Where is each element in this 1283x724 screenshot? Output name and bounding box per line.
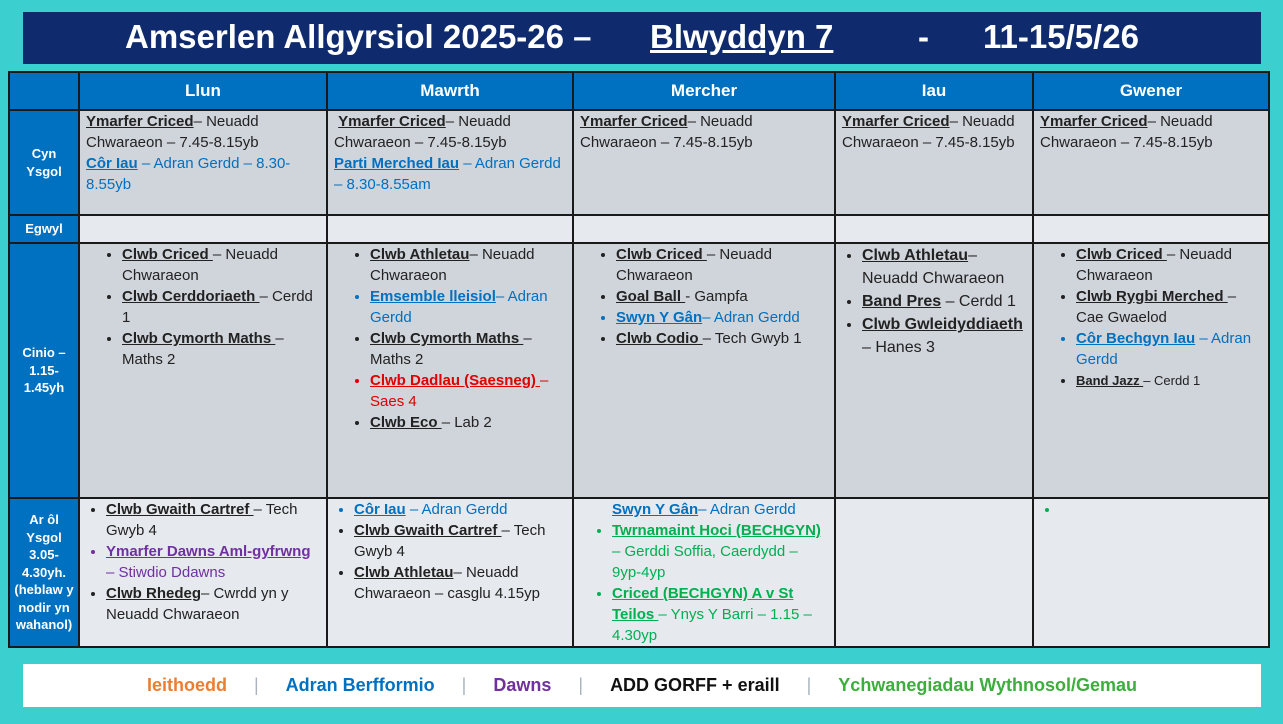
activity-detail: – Stiwdio Ddawns <box>106 564 226 581</box>
activity-title: Ymarfer Criced <box>1040 113 1148 130</box>
activity-title: Côr Iau <box>86 155 138 172</box>
activity-detail: – Neuadd Chwaraeon – 7.45-8.15yb <box>842 113 1015 151</box>
legend-pe: ADD GORFF + eraill <box>610 675 780 695</box>
activity-title: Clwb Codio <box>616 330 703 347</box>
cell-after-thu <box>835 498 1033 647</box>
list-item <box>1076 328 1264 370</box>
cell-after-fri <box>1033 498 1269 647</box>
cell-break-wed <box>573 215 835 243</box>
title-year: Blwyddyn 7 <box>650 18 834 55</box>
activity-title: Parti Merched Iau <box>334 155 460 172</box>
row-label-line: Ysgol <box>26 163 62 179</box>
list-item <box>370 286 568 328</box>
activity-title: Clwb Criced <box>616 246 707 263</box>
list-item <box>862 244 1028 290</box>
list-item <box>862 290 1028 313</box>
activity-title: Ymarfer Criced <box>86 113 194 130</box>
activity-list <box>1040 244 1264 391</box>
cell-after-wed <box>573 498 835 647</box>
cell-break-mon <box>79 215 327 243</box>
list-item <box>616 307 830 328</box>
row-label-line: 1.45yh <box>23 380 65 396</box>
activity-detail: – Neuadd Chwaraeon <box>122 246 278 284</box>
activity-title: Ymarfer Dawns Aml-gyfrwng <box>106 543 311 560</box>
activity-title: Clwb Athletau <box>862 247 969 264</box>
list-item <box>616 244 830 286</box>
list-item <box>616 328 830 349</box>
activity-list <box>334 244 568 433</box>
activity-list <box>334 499 568 604</box>
activity-detail: – Neuadd Chwaraeon – casglu 4.15yp <box>354 564 540 602</box>
list-item <box>616 286 830 307</box>
list-item <box>106 541 322 583</box>
row-before-school <box>9 110 1269 215</box>
row-lunch <box>9 243 1269 498</box>
cell-break-tue <box>327 215 573 243</box>
row-break <box>9 215 1269 243</box>
activity-detail: – Neuadd Chwaraeon <box>370 246 535 284</box>
activity-title: Clwb Eco <box>370 414 442 431</box>
activity-list <box>1040 499 1264 520</box>
activity <box>842 111 1028 153</box>
activity-title: Clwb Athletau <box>354 564 454 581</box>
cell-after-mon <box>79 498 327 647</box>
row-label-line: nodir yn <box>18 599 70 615</box>
timetable <box>8 71 1270 648</box>
activity-detail: – Tech Gwyb 4 <box>106 501 298 539</box>
list-item <box>122 244 322 286</box>
list-item <box>1076 286 1264 328</box>
activity <box>334 153 568 195</box>
activity-title: Clwb Gwleidyddiaeth <box>862 316 1023 333</box>
cell-before-wed <box>573 110 835 215</box>
legend-bar <box>23 664 1261 707</box>
activity-list <box>842 244 1028 359</box>
cell-break-fri <box>1033 215 1269 243</box>
activity-title: Côr Bechgyn Iau <box>1076 330 1196 347</box>
row-label-line: 3.05- <box>29 547 59 563</box>
activity-detail: – Neuadd Chwaraeon – 7.45-8.15yb <box>580 113 753 151</box>
activity-title: Swyn Y Gân <box>616 309 703 326</box>
row-label-line: Ar ôl <box>29 512 59 528</box>
activity-title: Clwb Dadlau (Saesneg) <box>370 372 541 389</box>
legend-separator: | <box>806 675 812 695</box>
legend-weekly: Ychwanegiadau Wythnosol/Gemau <box>838 675 1138 695</box>
activity-detail: – Cerdd 1 <box>122 288 313 326</box>
cell-lunch-wed <box>573 243 835 498</box>
activity-detail: – Cae Gwaelod <box>1076 288 1237 326</box>
activity-detail: – Gerddi Soffia, Caerdydd – 9yp-4yp <box>612 543 798 581</box>
cell-before-thu <box>835 110 1033 215</box>
activity-title: Clwb Cymorth Maths <box>370 330 524 347</box>
row-label-line: Ysgol <box>26 529 62 545</box>
activity-title: Clwb Cymorth Maths <box>122 330 276 347</box>
activity-detail: – Cwrdd yn y Neuadd Chwaraeon <box>106 585 289 623</box>
day-header-mon: Llun <box>79 72 327 110</box>
cell-before-tue <box>327 110 573 215</box>
activity-detail: – Saes 4 <box>370 372 549 410</box>
activity <box>86 111 322 153</box>
row-label-break: Egwyl <box>9 215 79 243</box>
activity-detail: – Maths 2 <box>370 330 532 368</box>
cell-lunch-fri <box>1033 243 1269 498</box>
list-item <box>1076 244 1264 286</box>
activity-detail: – Adran Gerdd <box>1076 330 1252 368</box>
legend-separator: | <box>578 675 584 695</box>
title-main: Amserlen Allgyrsiol 2025-26 – <box>125 18 592 55</box>
list-item <box>612 583 830 646</box>
list-item <box>370 328 568 370</box>
activity-title: Clwb Rygbi Merched <box>1076 288 1228 305</box>
legend-separator: | <box>253 675 259 695</box>
activity-title: Band Jazz <box>1076 373 1144 388</box>
activity-title: Ymarfer Criced <box>338 113 446 130</box>
header-corner <box>9 72 79 110</box>
activity-list <box>86 244 322 370</box>
activity-detail: – Adran Gerdd – 8.30-8.55yb <box>86 155 291 193</box>
activity-detail: – Neuadd Chwaraeon – 7.45-8.15yb <box>334 113 511 151</box>
legend-performing: Adran Berfformio <box>285 675 435 695</box>
activity-detail: - Gampfa <box>685 288 748 305</box>
activity-title: Clwb Criced <box>1076 246 1167 263</box>
list-item <box>612 520 830 583</box>
activity-list <box>580 499 830 646</box>
list-item <box>106 583 322 625</box>
list-item <box>354 499 568 520</box>
title-dates: 11-15/5/26 <box>983 18 1139 55</box>
activity-title: Twrnamaint Hoci (BECHGYN) <box>612 522 821 539</box>
row-label-line: Cyn <box>31 145 57 161</box>
row-label-line: 1.15- <box>29 362 59 378</box>
activity <box>580 111 830 153</box>
row-label-lunch <box>9 243 79 498</box>
activity <box>1040 111 1264 153</box>
activity-title: Goal Ball <box>616 288 686 305</box>
row-label-line: Cinio – <box>22 345 66 361</box>
cell-lunch-mon <box>79 243 327 498</box>
activity-title: Clwb Rhedeg <box>106 585 202 602</box>
activity-detail: – Cerdd 1 <box>1143 373 1201 388</box>
activity-title: Emsemble lleisiol <box>370 288 496 305</box>
activity-detail: – Neuadd Chwaraeon <box>616 246 772 284</box>
activity <box>86 153 322 195</box>
header-row <box>9 72 1269 110</box>
cell-before-fri <box>1033 110 1269 215</box>
list-item <box>354 562 568 604</box>
list-item <box>354 520 568 562</box>
activity-detail: – Cerdd 1 <box>941 293 1016 310</box>
activity-detail: – Hanes 3 <box>862 339 935 356</box>
list-item <box>612 499 830 520</box>
list-item <box>122 328 322 370</box>
activity-title: Ymarfer Criced <box>842 113 950 130</box>
cell-after-tue <box>327 498 573 647</box>
cell-before-mon <box>79 110 327 215</box>
activity-title: Swyn Y Gân <box>612 501 699 518</box>
activity-title: Criced (BECHGYN) A v St Teilos <box>612 585 794 623</box>
legend-separator: | <box>461 675 467 695</box>
list-item <box>370 370 568 412</box>
activity-detail: – Neuadd Chwaraeon <box>862 247 1005 287</box>
activity-detail: – Tech Gwyb 1 <box>702 330 802 347</box>
list-item <box>122 286 322 328</box>
activity-detail: – Ynys Y Barri – 1.15 – 4.30yp <box>612 606 812 644</box>
list-item <box>1076 370 1264 391</box>
row-label-line: wahanol) <box>15 617 73 633</box>
activity-detail: – Lab 2 <box>441 414 492 431</box>
day-header-tue: Mawrth <box>327 72 573 110</box>
cell-lunch-tue <box>327 243 573 498</box>
row-label-line: 4.30yh. <box>21 564 67 580</box>
activity-detail: – Adran Gerdd <box>698 501 796 518</box>
title-bar <box>23 12 1261 64</box>
activity-detail: – Neuadd Chwaraeon – 7.45-8.15yb <box>1040 113 1213 151</box>
activity-list <box>86 499 322 625</box>
activity <box>334 111 568 153</box>
activity-title: Band Pres <box>862 293 942 310</box>
activity-detail: – Adran Gerdd <box>370 288 548 326</box>
list-item <box>370 412 568 433</box>
list-item <box>370 244 568 286</box>
activity-detail: – Adran Gerdd – 8.30-8.55am <box>334 155 561 193</box>
day-header-wed: Mercher <box>573 72 835 110</box>
activity-detail: – Tech Gwyb 4 <box>354 522 546 560</box>
activity-detail: – Adran Gerdd <box>702 309 800 326</box>
legend-dance: Dawns <box>493 675 552 695</box>
activity-title: Ymarfer Criced <box>580 113 688 130</box>
cell-break-thu <box>835 215 1033 243</box>
list-item <box>862 313 1028 359</box>
day-header-fri: Gwener <box>1033 72 1269 110</box>
activity-title: Clwb Athletau <box>370 246 470 263</box>
activity-title: Clwb Cerddoriaeth <box>122 288 260 305</box>
row-label-line: (heblaw y <box>14 582 74 598</box>
activity-title: Clwb Gwaith Cartref <box>354 522 502 539</box>
legend-languages: Ieithoedd <box>146 675 227 695</box>
title-dash: - <box>918 18 929 55</box>
day-header-thu: Iau <box>835 72 1033 110</box>
activity-title: Côr Iau <box>354 501 406 518</box>
activity-detail: – Maths 2 <box>122 330 284 368</box>
row-label-after <box>9 498 79 647</box>
activity-detail: – Neuadd Chwaraeon <box>1076 246 1232 284</box>
activity-detail: – Adran Gerdd <box>405 501 508 518</box>
activity-title: Clwb Criced <box>122 246 213 263</box>
activity-detail: – Neuadd Chwaraeon – 7.45-8.15yb <box>86 113 259 151</box>
cell-lunch-thu <box>835 243 1033 498</box>
row-after-school <box>9 498 1269 647</box>
list-item-empty <box>1060 499 1264 520</box>
row-label-before <box>9 110 79 215</box>
activity-list <box>580 244 830 349</box>
activity-title: Clwb Gwaith Cartref <box>106 501 254 518</box>
list-item <box>106 499 322 541</box>
